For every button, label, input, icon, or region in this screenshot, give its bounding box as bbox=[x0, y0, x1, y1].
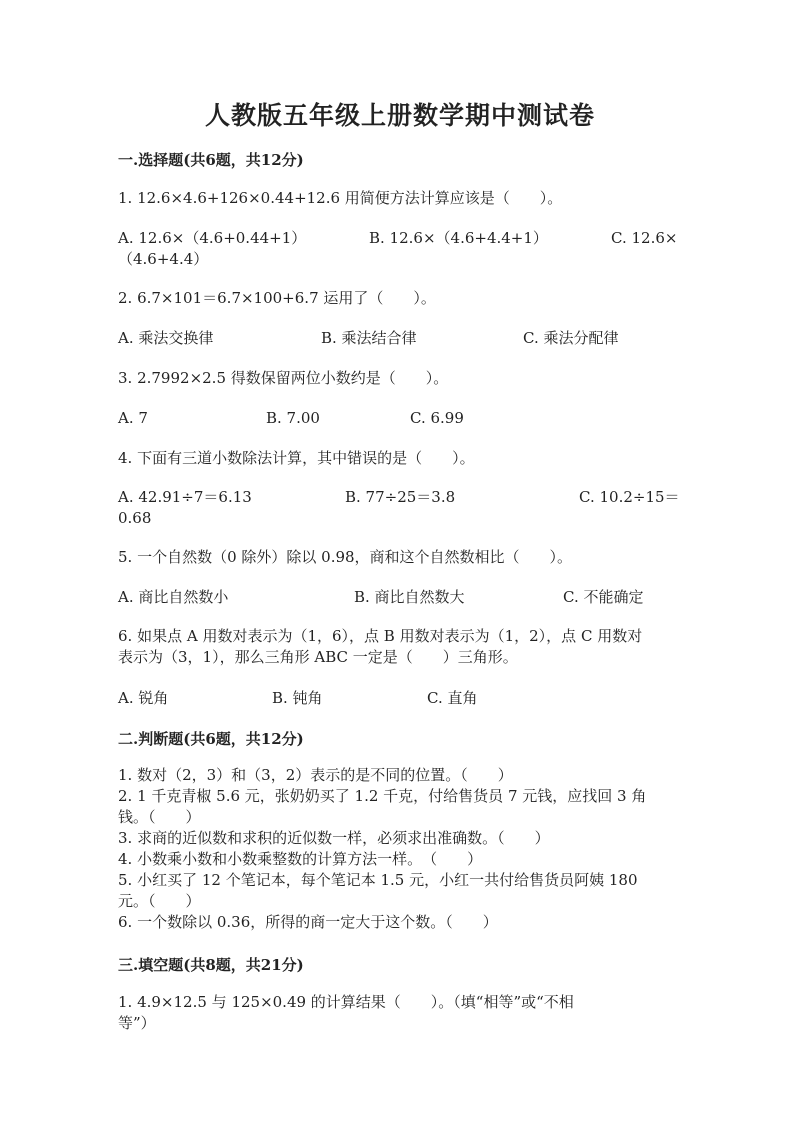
option-c: C. 6.99 bbox=[410, 409, 464, 427]
judge-item-4: 4. 小数乘小数和小数乘整数的计算方法一样。 （ ） bbox=[118, 850, 483, 868]
fill-question-1 bbox=[118, 992, 683, 1034]
option-c-continued: （4.6+4.4） bbox=[118, 250, 209, 268]
option-b: B. 12.6×（4.6+4.4+1） bbox=[369, 229, 548, 247]
question-2-stem: 2. 6.7×101＝6.7×100+6.7 运用了（ ）。 bbox=[118, 289, 436, 307]
judge-item-1: 1. 数对（2，3）和（3，2）表示的是不同的位置。（ ） bbox=[118, 766, 513, 784]
question-6-stem bbox=[118, 626, 683, 668]
option-a: A. 42.91÷7＝6.13 bbox=[118, 488, 252, 506]
fill-question-1-line-2: 等”） bbox=[118, 1014, 156, 1032]
question-1-stem: 1. 12.6×4.6+126×0.44+12.6 用简便方法计算应该是（ ）。 bbox=[118, 189, 563, 207]
option-c-continued: 0.68 bbox=[118, 509, 152, 527]
judge-item-5: 5. 小红买了 12 个笔记本，每个笔记本 1.5 元，小红一共付给售货员阿姨 180 bbox=[118, 871, 638, 889]
judge-item-2: 2. 1 千克青椒 5.6 元，张奶奶买了 1.2 千克，付给售货员 7 元钱，应找回 3 角 bbox=[118, 787, 647, 805]
fill-question-1-line-1: 1. 4.9×12.5 与 125×0.49 的计算结果（ ）。（填“相等”或“不相 bbox=[118, 993, 574, 1011]
option-a: A. 12.6×（4.6+0.44+1） bbox=[118, 229, 307, 247]
option-b: B. 7.00 bbox=[266, 409, 320, 427]
judge-item-2-continued: 钱。（ ） bbox=[118, 808, 201, 826]
section-heading-judge: 二.判断题(共6题，共12分) bbox=[118, 730, 304, 748]
option-b: B. 77÷25＝3.8 bbox=[345, 488, 456, 506]
option-c: C. 直角 bbox=[427, 689, 478, 707]
section-heading-fill: 三.填空题(共8题，共21分) bbox=[118, 956, 304, 974]
section-heading-choice: 一.选择题(共6题，共12分) bbox=[118, 151, 304, 169]
question-6-stem-line-2: 表示为（3，1），那么三角形 ABC 一定是（ ）三角形。 bbox=[118, 648, 518, 666]
option-b: B. 商比自然数大 bbox=[354, 588, 465, 606]
option-c: C. 不能确定 bbox=[563, 588, 644, 606]
question-5-stem: 5. 一个自然数（0 除外）除以 0.98，商和这个自然数相比（ ）。 bbox=[118, 548, 573, 566]
option-b: B. 钝角 bbox=[272, 689, 323, 707]
option-a: A. 锐角 bbox=[118, 689, 169, 707]
judge-item-3: 3. 求商的近似数和求积的近似数一样，必须求出准确数。（ ） bbox=[118, 829, 550, 847]
page-title: 人教版五年级上册数学期中测试卷 bbox=[204, 101, 595, 130]
question-3-stem: 3. 2.7992×2.5 得数保留两位小数约是（ ）。 bbox=[118, 369, 449, 387]
question-6-stem-line-1: 6. 如果点 A 用数对表示为（1，6），点 B 用数对表示为（1，2），点 C 用数对 bbox=[118, 627, 643, 645]
question-4-stem: 4. 下面有三道小数除法计算，其中错误的是（ ）。 bbox=[118, 449, 475, 467]
option-c: C. 乘法分配律 bbox=[523, 329, 619, 347]
option-a: A. 商比自然数小 bbox=[118, 588, 229, 606]
option-b: B. 乘法结合律 bbox=[321, 329, 417, 347]
judge-item-6: 6. 一个数除以 0.36，所得的商一定大于这个数。（ ） bbox=[118, 913, 498, 931]
option-a: A. 7 bbox=[118, 409, 148, 427]
option-c: C. 12.6× bbox=[611, 229, 678, 247]
option-c: C. 10.2÷15＝ bbox=[579, 488, 680, 506]
option-a: A. 乘法交换律 bbox=[118, 329, 214, 347]
judge-item-5-continued: 元。（ ） bbox=[118, 892, 201, 910]
judge-list bbox=[118, 765, 683, 933]
